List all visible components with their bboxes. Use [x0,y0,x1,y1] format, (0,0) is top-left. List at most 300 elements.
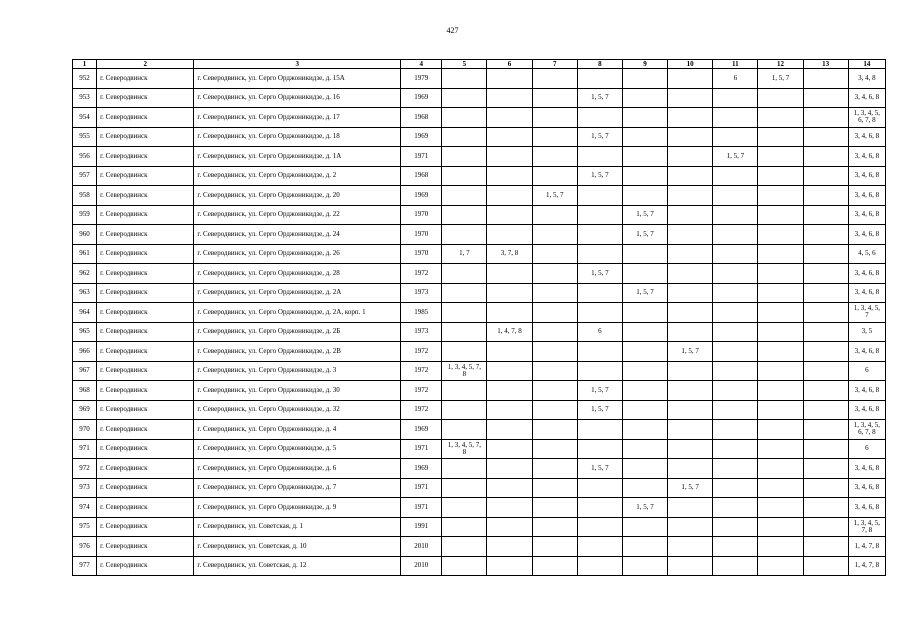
column-header-10: 10 [668,60,713,69]
col-8-cell [577,303,622,323]
col-6-cell [487,147,532,167]
col-13-cell [803,478,848,498]
table-row [73,88,886,108]
settlement-cell: г. Северодвинск [97,69,194,89]
column-header-5: 5 [442,60,487,69]
col-14-cell: 3, 4, 6, 8 [848,459,885,479]
col-9-cell [622,303,667,323]
col-9-cell: 1, 5, 7 [622,205,667,225]
col-7-cell [532,342,577,362]
col-11-cell [713,108,758,128]
address-cell: г. Северодвинск, ул. Серго Орджоникидзе, д. 2А [194,283,401,303]
col-7-cell [532,420,577,440]
table-row [73,303,886,323]
col-7-cell [532,439,577,459]
settlement-cell: г. Северодвинск [97,303,194,323]
col-6-cell [487,303,532,323]
row-number-cell: 961 [73,244,97,264]
col-9-cell [622,244,667,264]
row-number-cell: 968 [73,381,97,401]
address-cell: г. Северодвинск, ул. Серго Орджоникидзе, д. 2А, корп. 1 [194,303,401,323]
col-13-cell [803,264,848,284]
col-5-cell [442,381,487,401]
row-number-cell: 966 [73,342,97,362]
col-10-cell [668,69,713,89]
column-header-8: 8 [577,60,622,69]
col-10-cell [668,127,713,147]
year-cell: 1972 [401,381,442,401]
col-9-cell [622,478,667,498]
col-10-cell [668,537,713,557]
col-13-cell [803,342,848,362]
table-row [73,556,886,576]
col-7-cell [532,264,577,284]
year-cell: 1969 [401,127,442,147]
col-11-cell [713,342,758,362]
col-6-cell [487,439,532,459]
col-13-cell [803,186,848,206]
col-12-cell [758,88,803,108]
col-7-cell [532,283,577,303]
col-13-cell [803,225,848,245]
col-6-cell [487,283,532,303]
col-8-cell [577,69,622,89]
col-7-cell [532,205,577,225]
col-14-cell: 3, 4, 6, 8 [848,342,885,362]
address-cell: г. Северодвинск, ул. Серго Орджоникидзе, д. 26 [194,244,401,264]
col-11-cell [713,127,758,147]
col-5-cell [442,478,487,498]
row-number-cell: 975 [73,517,97,537]
row-number-cell: 976 [73,537,97,557]
settlement-cell: г. Северодвинск [97,517,194,537]
col-11-cell [713,556,758,576]
col-10-cell [668,283,713,303]
row-number-cell: 957 [73,166,97,186]
table-row [73,225,886,245]
table-row [73,147,886,167]
col-9-cell: 1, 5, 7 [622,283,667,303]
address-cell: г. Северодвинск, ул. Серго Орджоникидзе, д. 2 [194,166,401,186]
year-cell: 2010 [401,556,442,576]
col-10-cell [668,361,713,381]
col-7-cell [532,381,577,401]
col-9-cell [622,108,667,128]
column-header-7: 7 [532,60,577,69]
year-cell: 1969 [401,459,442,479]
col-11-cell [713,205,758,225]
address-cell: г. Северодвинск, ул. Серго Орджоникидзе, д. 24 [194,225,401,245]
col-14-cell: 3, 4, 6, 8 [848,186,885,206]
col-8-cell [577,420,622,440]
col-14-cell: 3, 4, 6, 8 [848,205,885,225]
col-5-cell [442,108,487,128]
col-13-cell [803,439,848,459]
col-11-cell [713,400,758,420]
address-cell: г. Северодвинск, ул. Советская, д. 12 [194,556,401,576]
year-cell: 1970 [401,225,442,245]
col-14-cell: 1, 3, 4, 5, 6, 7, 8 [848,108,885,128]
row-number-cell: 958 [73,186,97,206]
col-7-cell [532,108,577,128]
col-13-cell [803,498,848,518]
row-number-cell: 962 [73,264,97,284]
year-cell: 1971 [401,478,442,498]
col-14-cell: 1, 4, 7, 8 [848,537,885,557]
col-5-cell [442,147,487,167]
col-8-cell [577,244,622,264]
col-6-cell [487,127,532,147]
col-8-cell: 1, 5, 7 [577,400,622,420]
year-cell: 1969 [401,186,442,206]
year-cell: 1970 [401,205,442,225]
column-header-3: 3 [194,60,401,69]
col-12-cell [758,556,803,576]
col-11-cell [713,322,758,342]
col-8-cell [577,498,622,518]
col-8-cell [577,361,622,381]
col-6-cell [487,361,532,381]
col-7-cell [532,69,577,89]
column-header-1: 1 [73,60,97,69]
col-8-cell [577,537,622,557]
col-5-cell [442,264,487,284]
year-cell: 1973 [401,283,442,303]
col-12-cell [758,108,803,128]
col-12-cell [758,303,803,323]
col-7-cell [532,478,577,498]
row-number-cell: 965 [73,322,97,342]
col-6-cell [487,537,532,557]
col-6-cell [487,342,532,362]
col-5-cell: 1, 3, 4, 5, 7, 8 [442,439,487,459]
year-cell: 1972 [401,400,442,420]
year-cell: 1971 [401,439,442,459]
col-13-cell [803,537,848,557]
column-header-11: 11 [713,60,758,69]
column-header-6: 6 [487,60,532,69]
year-cell: 1985 [401,303,442,323]
col-6-cell [487,186,532,206]
col-11-cell [713,186,758,206]
col-9-cell [622,264,667,284]
col-7-cell [532,303,577,323]
col-12-cell [758,166,803,186]
col-12-cell [758,498,803,518]
col-8-cell: 1, 5, 7 [577,459,622,479]
col-13-cell [803,205,848,225]
col-9-cell [622,166,667,186]
col-10-cell [668,498,713,518]
year-cell: 1969 [401,420,442,440]
col-14-cell: 3, 4, 6, 8 [848,147,885,167]
col-9-cell [622,439,667,459]
row-number-cell: 952 [73,69,97,89]
col-9-cell [622,381,667,401]
row-number-cell: 971 [73,439,97,459]
address-cell: г. Северодвинск, ул. Серго Орджоникидзе, д. 4 [194,420,401,440]
col-14-cell: 3, 4, 6, 8 [848,381,885,401]
col-9-cell [622,420,667,440]
col-8-cell [577,186,622,206]
col-7-cell [532,88,577,108]
col-11-cell [713,225,758,245]
col-12-cell: 1, 5, 7 [758,69,803,89]
col-10-cell [668,420,713,440]
year-cell: 1972 [401,361,442,381]
col-11-cell [713,498,758,518]
year-cell: 1972 [401,342,442,362]
table-row [73,108,886,128]
column-header-12: 12 [758,60,803,69]
settlement-cell: г. Северодвинск [97,244,194,264]
settlement-cell: г. Северодвинск [97,264,194,284]
col-6-cell [487,556,532,576]
col-14-cell: 1, 3, 4, 5, 7, 8 [848,517,885,537]
col-13-cell [803,166,848,186]
settlement-cell: г. Северодвинск [97,322,194,342]
col-14-cell: 3, 4, 6, 8 [848,127,885,147]
table-row [73,361,886,381]
table-row [73,478,886,498]
col-14-cell: 1, 3, 4, 5, 6, 7, 8 [848,420,885,440]
table-row [73,342,886,362]
col-12-cell [758,205,803,225]
table-row [73,498,886,518]
settlement-cell: г. Северодвинск [97,498,194,518]
col-5-cell [442,517,487,537]
col-13-cell [803,69,848,89]
col-10-cell [668,205,713,225]
col-13-cell [803,361,848,381]
col-10-cell [668,166,713,186]
address-cell: г. Северодвинск, ул. Советская, д. 10 [194,537,401,557]
col-7-cell [532,225,577,245]
col-6-cell [487,205,532,225]
year-cell: 1991 [401,517,442,537]
col-12-cell [758,517,803,537]
col-12-cell [758,283,803,303]
col-5-cell [442,459,487,479]
col-11-cell [713,381,758,401]
col-7-cell: 1, 5, 7 [532,186,577,206]
address-cell: г. Северодвинск, ул. Советская, д. 1 [194,517,401,537]
settlement-cell: г. Северодвинск [97,88,194,108]
col-9-cell [622,361,667,381]
col-12-cell [758,264,803,284]
col-13-cell [803,400,848,420]
col-8-cell [577,342,622,362]
col-14-cell: 4, 5, 6 [848,244,885,264]
row-number-cell: 970 [73,420,97,440]
table-row [73,244,886,264]
col-6-cell [487,108,532,128]
table-row [73,166,886,186]
col-7-cell [532,166,577,186]
table-row [73,400,886,420]
address-cell: г. Северодвинск, ул. Серго Орджоникидзе, д. 2Б [194,322,401,342]
col-14-cell: 3, 4, 6, 8 [848,400,885,420]
settlement-cell: г. Северодвинск [97,342,194,362]
col-5-cell: 1, 3, 4, 5, 7, 8 [442,361,487,381]
col-11-cell [713,537,758,557]
col-12-cell [758,478,803,498]
year-cell: 1971 [401,498,442,518]
col-7-cell [532,322,577,342]
col-8-cell [577,517,622,537]
col-14-cell: 6 [848,361,885,381]
address-cell: г. Северодвинск, ул. Серго Орджоникидзе, д. 16 [194,88,401,108]
year-cell: 1970 [401,244,442,264]
col-5-cell [442,205,487,225]
col-5-cell [442,303,487,323]
col-9-cell [622,127,667,147]
col-5-cell [442,498,487,518]
col-12-cell [758,127,803,147]
col-11-cell [713,361,758,381]
col-5-cell [442,127,487,147]
row-number-cell: 959 [73,205,97,225]
col-11-cell [713,264,758,284]
col-12-cell [758,420,803,440]
col-6-cell [487,400,532,420]
col-11-cell: 1, 5, 7 [713,147,758,167]
col-6-cell [487,88,532,108]
col-9-cell [622,400,667,420]
col-12-cell [758,459,803,479]
col-6-cell [487,459,532,479]
col-8-cell [577,147,622,167]
col-9-cell: 1, 5, 7 [622,225,667,245]
col-11-cell [713,283,758,303]
col-12-cell [758,537,803,557]
col-9-cell [622,147,667,167]
col-7-cell [532,517,577,537]
col-8-cell: 1, 5, 7 [577,264,622,284]
col-5-cell [442,537,487,557]
col-5-cell [442,556,487,576]
col-9-cell [622,556,667,576]
col-8-cell: 1, 5, 7 [577,127,622,147]
col-7-cell [532,244,577,264]
col-10-cell [668,381,713,401]
col-10-cell [668,88,713,108]
settlement-cell: г. Северодвинск [97,108,194,128]
col-9-cell [622,459,667,479]
table-row [73,381,886,401]
settlement-cell: г. Северодвинск [97,166,194,186]
col-10-cell: 1, 5, 7 [668,342,713,362]
address-cell: г. Северодвинск, ул. Серго Орджоникидзе, д. 9 [194,498,401,518]
row-number-cell: 956 [73,147,97,167]
col-9-cell [622,88,667,108]
col-14-cell: 3, 4, 6, 8 [848,478,885,498]
col-13-cell [803,127,848,147]
col-6-cell [487,69,532,89]
col-10-cell [668,556,713,576]
col-7-cell [532,537,577,557]
row-number-cell: 964 [73,303,97,323]
col-13-cell [803,244,848,264]
col-11-cell: 6 [713,69,758,89]
table-row [73,264,886,284]
col-14-cell: 3, 4, 8 [848,69,885,89]
col-11-cell [713,439,758,459]
address-cell: г. Северодвинск, ул. Серго Орджоникидзе, д. 1А [194,147,401,167]
col-8-cell [577,556,622,576]
col-14-cell: 1, 3, 4, 5, 7 [848,303,885,323]
col-11-cell [713,244,758,264]
col-5-cell [442,88,487,108]
column-header-9: 9 [622,60,667,69]
col-7-cell [532,556,577,576]
col-10-cell [668,264,713,284]
col-5-cell [442,166,487,186]
settlement-cell: г. Северодвинск [97,400,194,420]
col-12-cell [758,400,803,420]
year-cell: 1973 [401,322,442,342]
col-11-cell [713,517,758,537]
col-10-cell [668,186,713,206]
registry-table [72,59,886,576]
col-7-cell [532,127,577,147]
col-10-cell [668,147,713,167]
row-number-cell: 963 [73,283,97,303]
row-number-cell: 969 [73,400,97,420]
col-8-cell [577,478,622,498]
col-7-cell [532,147,577,167]
col-8-cell: 6 [577,322,622,342]
col-6-cell [487,478,532,498]
settlement-cell: г. Северодвинск [97,381,194,401]
col-9-cell [622,517,667,537]
settlement-cell: г. Северодвинск [97,225,194,245]
settlement-cell: г. Северодвинск [97,147,194,167]
col-12-cell [758,439,803,459]
col-10-cell [668,459,713,479]
col-9-cell: 1, 5, 7 [622,498,667,518]
row-number-cell: 953 [73,88,97,108]
table-row [73,127,886,147]
col-9-cell [622,69,667,89]
table-row [73,517,886,537]
col-8-cell [577,205,622,225]
col-10-cell [668,322,713,342]
col-11-cell [713,166,758,186]
col-14-cell: 3, 4, 6, 8 [848,88,885,108]
col-10-cell [668,303,713,323]
col-14-cell: 3, 4, 6, 8 [848,225,885,245]
row-number-cell: 973 [73,478,97,498]
col-10-cell: 1, 5, 7 [668,478,713,498]
page-number: 427 [446,26,459,35]
col-9-cell [622,537,667,557]
col-11-cell [713,88,758,108]
table-body [73,69,886,576]
col-10-cell [668,244,713,264]
year-cell: 1968 [401,166,442,186]
col-5-cell [442,322,487,342]
settlement-cell: г. Северодвинск [97,478,194,498]
address-cell: г. Северодвинск, ул. Серго Орджоникидзе, д. 28 [194,264,401,284]
year-cell: 1971 [401,147,442,167]
col-13-cell [803,88,848,108]
col-14-cell: 3, 5 [848,322,885,342]
address-cell: г. Северодвинск, ул. Серго Орджоникидзе, д. 18 [194,127,401,147]
col-8-cell [577,225,622,245]
col-9-cell [622,342,667,362]
table-row [73,459,886,479]
